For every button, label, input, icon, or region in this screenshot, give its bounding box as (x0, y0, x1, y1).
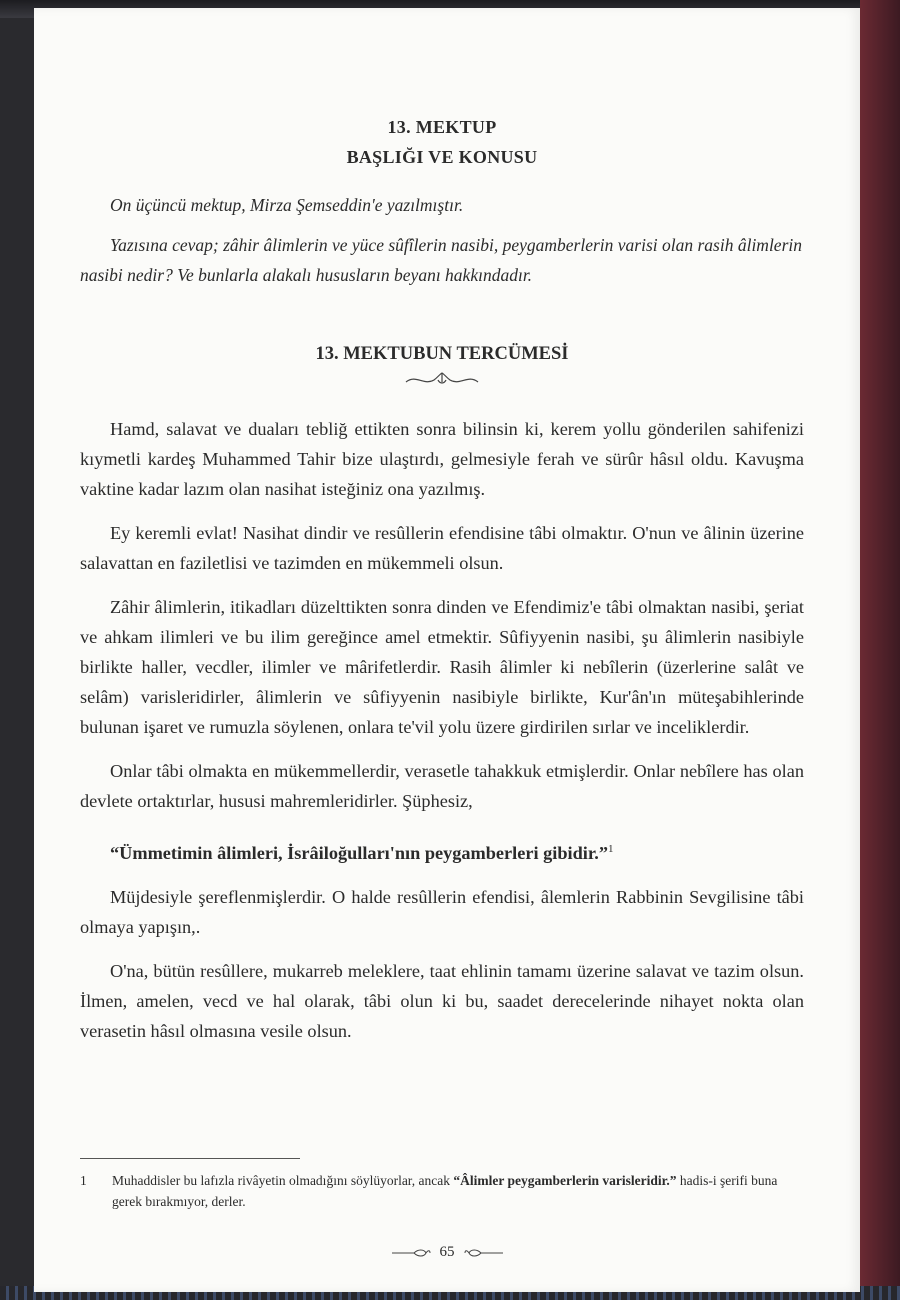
footnote-text-before: Muhaddisler bu lafızla rivâyetin olmadığını söylüyorlar, ancak (112, 1173, 454, 1188)
footnote-text-bold: “Âlimler peygamberlerin varisleridir.” (453, 1173, 677, 1188)
hadith-text: “Ümmetimin âlimleri, İsrâiloğulları'nın peygamberleri gibidir.” (110, 843, 608, 864)
page-number: 65 (439, 1244, 455, 1260)
body-paragraph-5: Müjdesiyle şereflenmişlerdir. O halde resûllerin efendisi, âlemlerin Rabbinin Sevgilisine tâbi olmaya yapışın,. (80, 887, 804, 938)
left-flourish-icon (390, 1247, 432, 1259)
intro-recipient: On üçüncü mektup, Mirza Şemseddin'e yazılmıştır. (110, 195, 464, 215)
body-paragraph-4: Onlar tâbi olmakta en mükemmellerdir, verasetle tahakkuk etmişlerdir. Onlar nebîlere has olan devlete ortaktırlar, hususi mahremleridirler. Şüphesiz, (80, 761, 804, 811)
footnote-number: 1 (80, 1173, 87, 1188)
letter-subject-heading: BAŞLIĞI VE KONUSU (346, 147, 538, 167)
hadith-quote (80, 834, 804, 868)
book-page (34, 8, 860, 1292)
footnote (80, 1170, 804, 1212)
page-content (80, 112, 804, 1046)
body-paragraph-3: Zâhir âlimlerin, itikadları düzelttikten sonra dinden ve Efendimiz'e tâbi olmaktan nasibi, şeriat ve ahkam ilimleri ve bu ilim gereğince amel etmektir. Sûfiyyenin nasibi, şu âlimlerin nasibiyle birlikte haller, vecdler, ilimler ve mârifetlerdir. Rasih âlimler ki nebîlerin (üzerlerine salât ve selâm) varisleridirler, âlimlerin ve sûfiyyenin nasibiyle birlikte, Kur'ân'ın müteşabihlerinde bulunan işaret ve rumuzla söylenen, onlara te'vil yolu üzere girdirilen sırlar ve inceliklerdir. (80, 597, 804, 737)
translation-heading: 13. MEKTUBUN TERCÜMESİ (315, 344, 569, 364)
body-paragraph-2: Ey keremli evlat! Nasihat dindir ve resûllerin efendisine tâbi olmaktır. O'nun ve âlinin üzerine salavattan en faziletlisi ve tazimden en mükemmeli olsun. (80, 523, 804, 573)
floral-ornament-icon (402, 370, 482, 388)
right-flourish-icon (463, 1247, 505, 1259)
body-paragraph-1: Hamd, salavat ve duaları tebliğ ettikten sonra bilinsin ki, kerem yollu gönderilen sahifenizi kıymetli kardeş Muhammed Tahir bize ulaştırdı, gelmesiyle ferah ve sürûr hâsıl oldu. Kavuşma vaktine kadar lazım olan nasihat isteğiniz ona yazılmış. (80, 419, 804, 499)
letter-number-heading: 13. MEKTUP (387, 117, 497, 137)
book-binding-edge (860, 0, 900, 1300)
page-number-footer (34, 1244, 860, 1261)
body-paragraph-6: O'na, bütün resûllere, mukarreb meleklere, taat ehlinin tamamı üzerine salavat ve tazim olsun. İlmen, amelen, vecd ve hal olarak, tâbi olun ki bu, saadet derecelerinde nihayet nokta olan verasetin hâsıl olmasına vesile olsun. (80, 961, 804, 1042)
footnote-reference[interactable]: 1 (607, 843, 614, 855)
footnote-divider (80, 1158, 300, 1159)
footnote-text (112, 1170, 804, 1212)
footnote-text-after: hadis-i şerifi buna gerek bırakmıyor, derler. (112, 1173, 778, 1209)
intro-topic: Yazısına cevap; zâhir âlimlerin ve yüce sûfîlerin nasibi, peygamberlerin varisi olan rasih âlimlerin nasibi nedir? Ve bunlarla alakalı hususların beyanı hakkındadır. (80, 235, 803, 285)
